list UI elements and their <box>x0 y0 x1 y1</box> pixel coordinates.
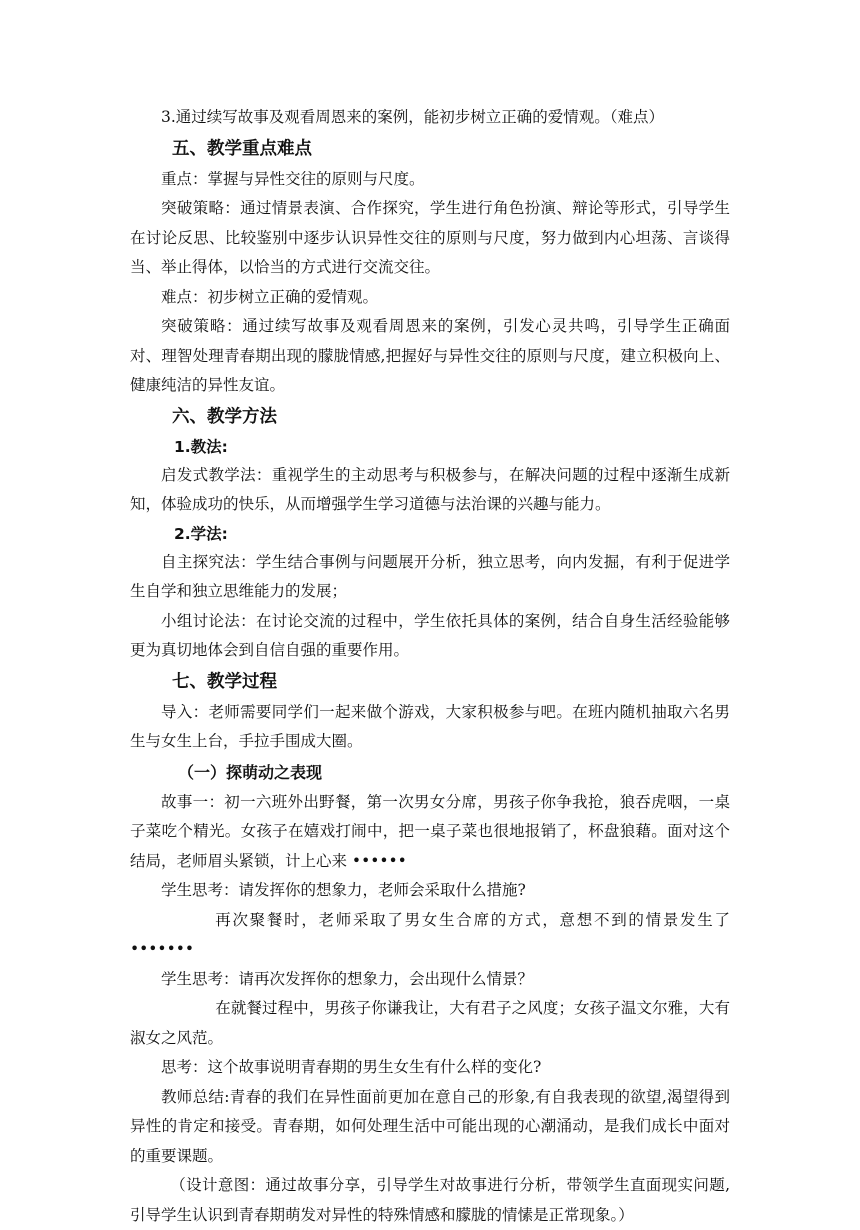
document-body <box>130 103 730 1230</box>
teacher-summary: 教师总结:青春的我们在异性面前更加在意自己的形象,有自我表现的欲望,渴望得到异性的肯定和接受。青春期，如何处理生活中可能出现的心潮涌动，是我们成长中面对的重要课题。 <box>130 1087 730 1165</box>
key-strategy: 突破策略：通过情景表演、合作探究，学生进行角色扮演、辩论等形式，引导学生在讨论反思、比较鉴别中逐步认识异性交往的原则与尺度，努力做到内心坦荡、言谈得当、举止得体，以恰当的方式进行交流交往。 <box>130 199 730 276</box>
learning-method-1: 自主探究法：学生结合事例与问题展开分析，独立思考，向内发掘，有利于促进学生自学和独立思维能力的发展； <box>130 552 730 600</box>
teaching-method: 启发式教学法：重视学生的主动思考与积极参与，在解决问题的过程中逐渐生成新知，体验成功的快乐，从而增强学生学习道德与法治课的兴趣与能力。 <box>130 465 730 513</box>
heading-methods: 六、教学方法 <box>172 406 277 427</box>
heading-learning-method: 2.学法: <box>174 524 228 543</box>
student-think-2: 学生思考：请再次发挥你的想象力，会出现什么情景？ <box>161 969 534 988</box>
story-dining: 在就餐过程中，男孩子你谦我让，大有君子之风度；女孩子温文尔雅，大有淑女之风范。 <box>130 999 730 1047</box>
story-1: 故事一：初一六班外出野餐，第一次男女分席，男孩子你争我抢，狼吞虎咽，一桌子菜吃个精光。女孩子在嬉戏打闹中，把一桌子菜也很地报销了，杯盘狼藉。面对这个结局，老师眉头紧锁，计上心来 •••••• <box>130 792 730 870</box>
design-intent: （设计意图：通过故事分享，引导学生对故事进行分析，带领学生直面现实问题,引导学生认识到青春期萌发对异性的特殊情感和朦胧的情愫是正常现象。） <box>130 1176 730 1224</box>
learning-method-2: 小组讨论法：在讨论交流的过程中，学生依托具体的案例，结合自身生活经验能够更为真切地体会到自信自强的重要作用。 <box>130 611 730 659</box>
goal-3: 3.通过续写故事及观看周恩来的案例，能初步树立正确的爱情观。（难点） <box>161 108 665 126</box>
lesson-intro: 导入：老师需要同学们一起来做个游戏，大家积极参与吧。在班内随机抽取六名男生与女生上台，手拉手围成大圈。 <box>130 702 730 750</box>
think-3: 思考：这个故事说明青春期的男生女生有什么样的变化? <box>161 1058 542 1076</box>
key-point: 重点：掌握与异性交往的原则与尺度。 <box>161 169 425 188</box>
student-think-1: 学生思考：请发挥你的想象力，老师会采取什么措施? <box>161 881 526 899</box>
difficulty-point: 难点：初步树立正确的爱情观。 <box>161 287 379 306</box>
difficulty-strategy: 突破策略：通过续写故事及观看周恩来的案例，引发心灵共鸣，引导学生正确面对、理智处理青春期出现的朦胧情感,把握好与异性交往的原则与尺度，建立积极向上、健康纯洁的异性友谊。 <box>130 317 730 394</box>
story-again: 再次聚餐时，老师采取了男女生合席的方式，意想不到的情景发生了 ••••••• <box>130 910 730 958</box>
heading-process: 七、教学过程 <box>172 671 277 692</box>
heading-teaching-method: 1.教法: <box>174 437 228 456</box>
heading-key-difficulties: 五、教学重点难点 <box>172 138 312 159</box>
heading-part-1: （一）探萌动之表现 <box>178 762 323 782</box>
